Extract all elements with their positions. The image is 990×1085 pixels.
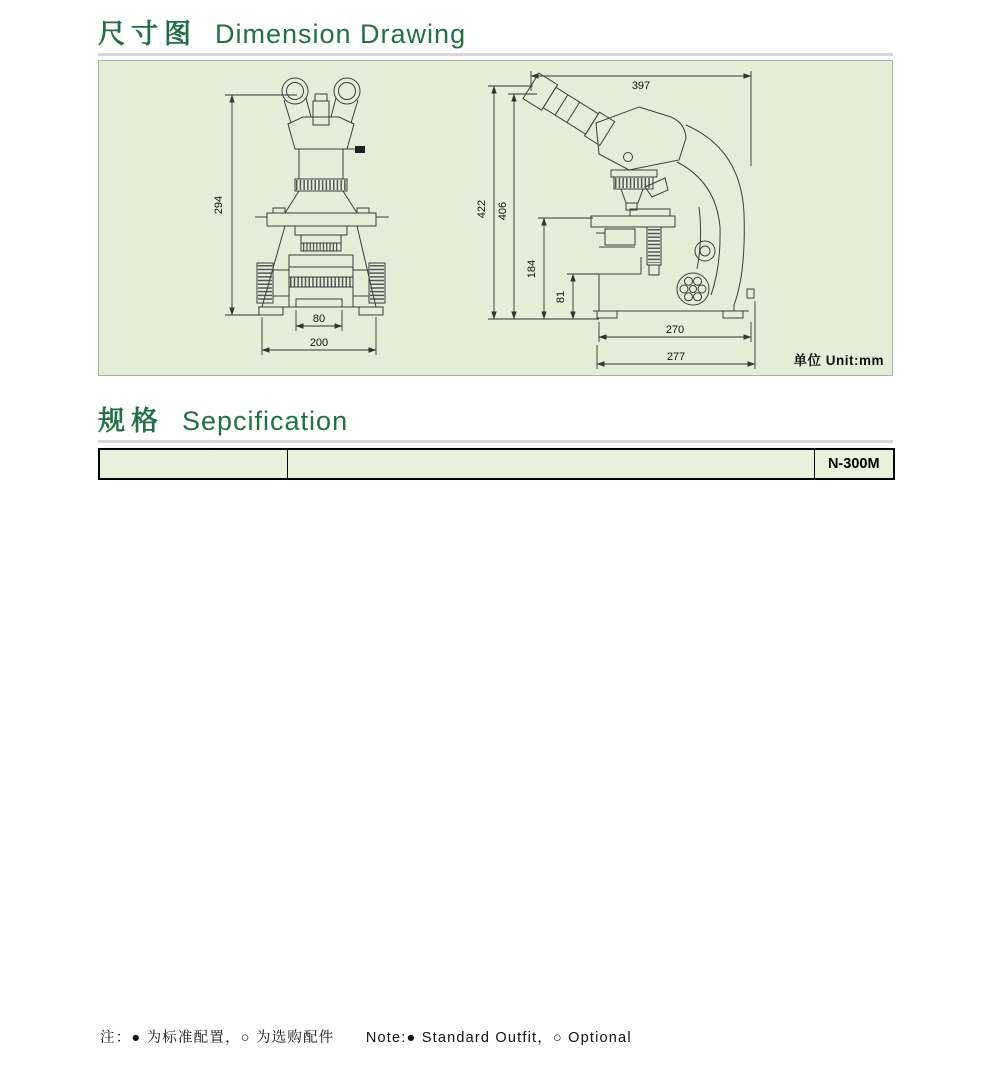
side-dim-base-depth: 270 [665,324,685,336]
dimension-title-zh: 尺寸图 [98,19,197,49]
side-dim-head-height: 406 [497,201,509,221]
dimension-drawings [99,61,892,375]
table-header-row [99,449,894,479]
side-dim-stage-height: 184 [526,259,538,279]
front-dim-inner-width: 80 [312,313,326,325]
spec-title-zh: 规格 [98,406,164,436]
side-dim-top-width: 397 [631,80,651,92]
dimension-title-en: Dimension Drawing [215,19,467,49]
microscope-front-view [213,78,389,355]
legend-note: 注：● 为标准配置，○ 为选购配件 Note:● Standard Outfit，○ Optional [100,1030,632,1046]
header-category-cell [99,449,287,479]
dimension-section-title [98,12,466,51]
side-dim-base-height: 81 [555,290,567,304]
microscope-side-view [476,71,755,369]
specification-table [98,448,895,480]
front-dim-base-width: 200 [309,337,329,349]
front-dim-height: 294 [213,195,225,215]
side-dim-overall-height: 422 [476,199,488,219]
heading-rule [98,440,893,443]
unit-label: 单位 Unit:mm [793,353,884,368]
side-dim-overall-depth: 277 [666,351,686,363]
spec-title-en: Sepcification [182,406,349,436]
heading-rule [98,53,893,56]
spec-section-title [98,399,348,438]
model-header: N-300M [814,449,894,479]
dimension-drawing-panel [98,60,893,376]
header-description-cell [287,449,814,479]
